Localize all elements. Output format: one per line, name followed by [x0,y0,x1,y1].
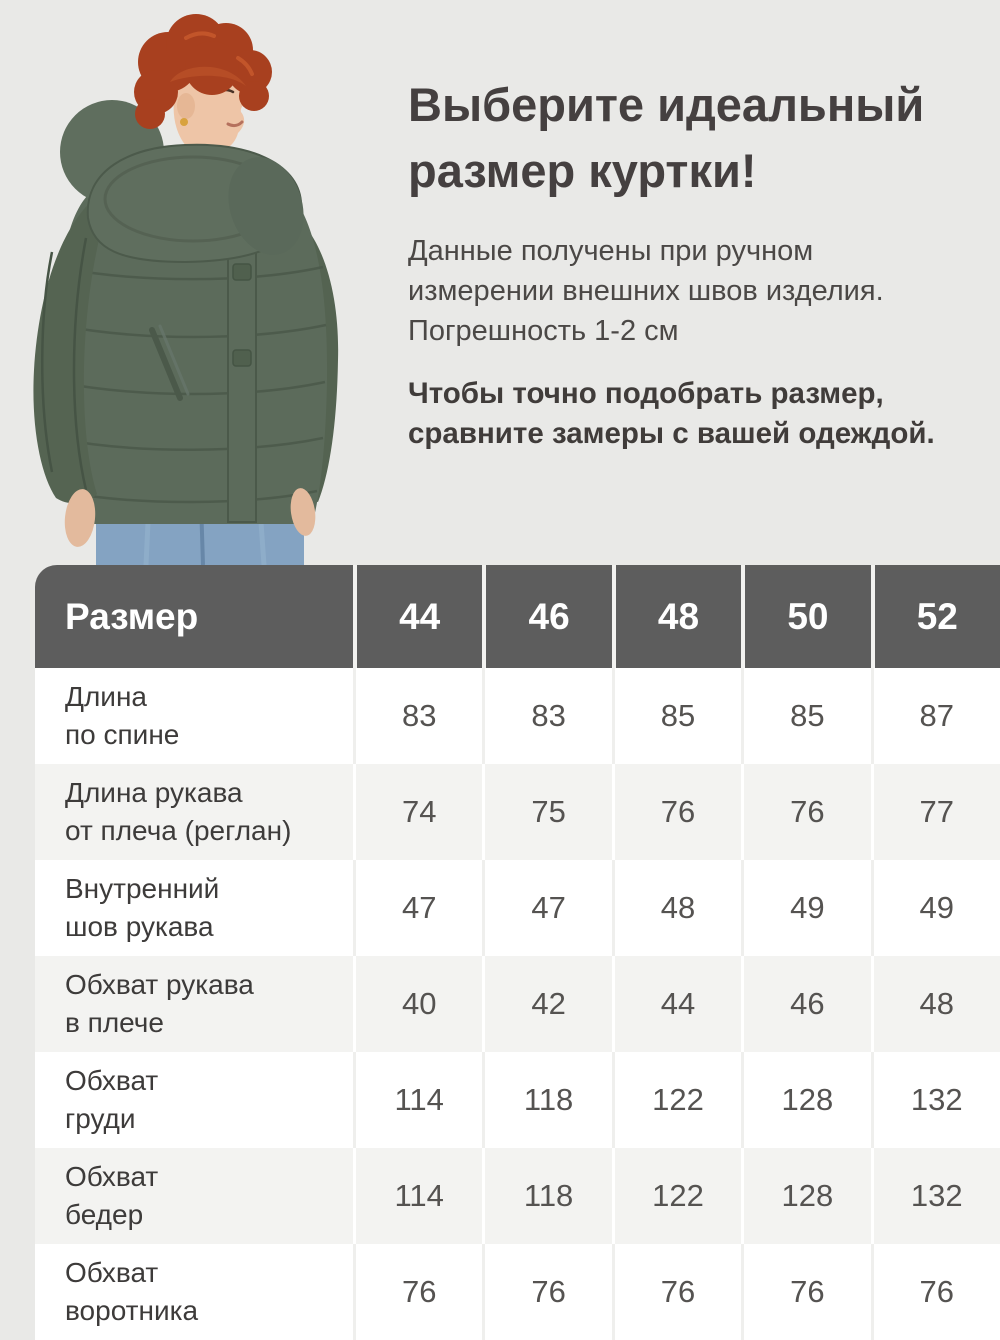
table-row [35,1052,1000,1148]
table-row [35,668,1000,764]
measurement-value: 118 [482,1148,611,1244]
note-line: Чтобы точно подобрать размер, [408,376,884,410]
measurement-value: 83 [482,668,611,764]
measurement-value: 48 [612,860,741,956]
row-label [35,956,353,1052]
size-column-header: 48 [612,565,741,668]
size-column-header: 46 [482,565,611,668]
hero-section [0,0,1000,565]
measurement-value: 74 [353,764,482,860]
measurement-value: 76 [482,1244,611,1340]
row-label-line: Внутренний [65,873,220,905]
page-title [408,72,990,204]
measurement-value: 118 [482,1052,611,1148]
measurement-value: 75 [482,764,611,860]
row-label [35,1148,353,1244]
measurement-value: 128 [741,1052,870,1148]
measurement-value: 76 [741,764,870,860]
measurement-value: 87 [871,668,1000,764]
description-line: Погрешность 1-2 см [408,314,679,347]
measurement-value: 85 [612,668,741,764]
jacket-collar [88,145,316,265]
measurement-description [408,231,990,351]
measurement-value: 114 [353,1052,482,1148]
row-label [35,668,353,764]
size-column-header: 44 [353,565,482,668]
row-label [35,1244,353,1340]
size-column-header: 50 [741,565,870,668]
row-label-line: Длина рукава [65,777,243,809]
table-row [35,860,1000,956]
page-title-line: Выберите идеальный [408,78,925,131]
row-label-line: груди [65,1103,136,1134]
earring [180,118,188,126]
measurement-value: 76 [741,1244,870,1340]
row-label [35,764,353,860]
measurement-value: 128 [741,1148,870,1244]
hero-text-block [408,72,990,455]
measurement-value: 49 [871,860,1000,956]
measurement-value: 122 [612,1052,741,1148]
measurement-value: 46 [741,956,870,1052]
row-label-line: в плече [65,1007,164,1038]
table-row [35,1148,1000,1244]
measurement-value: 42 [482,956,611,1052]
description-line: измерении внешних швов изделия. [408,274,884,307]
measurement-value: 76 [871,1244,1000,1340]
measurement-value: 49 [741,860,870,956]
row-label-line: воротника [65,1295,199,1326]
measurement-value: 132 [871,1148,1000,1244]
size-table-header-row [35,565,1000,668]
size-table-header-label: Размер [65,595,199,637]
row-label [35,1052,353,1148]
table-row [35,1244,1000,1340]
measurement-value: 48 [871,956,1000,1052]
measurement-value: 85 [741,668,870,764]
measurement-value: 83 [353,668,482,764]
measurement-value: 47 [353,860,482,956]
row-label-line: Обхват [65,1257,159,1289]
note-line: сравните замеры с вашей одеждой. [408,417,935,451]
product-photo [0,0,420,565]
page-title-line: размер куртки! [408,143,757,197]
measurement-value: 76 [612,764,741,860]
fit-advice-note [408,374,990,455]
row-label-line: Обхват [65,1065,159,1097]
row-label-line: Обхват [65,1161,159,1193]
measurement-value: 40 [353,956,482,1052]
row-label-line: бедер [65,1199,144,1230]
size-column-header: 52 [871,565,1000,668]
measurement-value: 132 [871,1052,1000,1148]
measurement-value: 44 [612,956,741,1052]
row-label-line: от плеча (реглан) [65,815,292,846]
row-label-line: Обхват рукава [65,969,254,1001]
measurement-value: 122 [612,1148,741,1244]
size-table [35,565,1000,1340]
measurement-value: 47 [482,860,611,956]
table-row [35,764,1000,860]
measurement-value: 77 [871,764,1000,860]
row-label [35,860,353,956]
row-label-line: Длина [65,681,147,713]
measurement-value: 76 [612,1244,741,1340]
row-label-line: шов рукава [65,911,214,942]
row-label-line: по спине [65,719,180,750]
description-line: Данные получены при ручном [408,234,814,267]
measurement-value: 114 [353,1148,482,1244]
measurement-value: 76 [353,1244,482,1340]
table-row [35,956,1000,1052]
